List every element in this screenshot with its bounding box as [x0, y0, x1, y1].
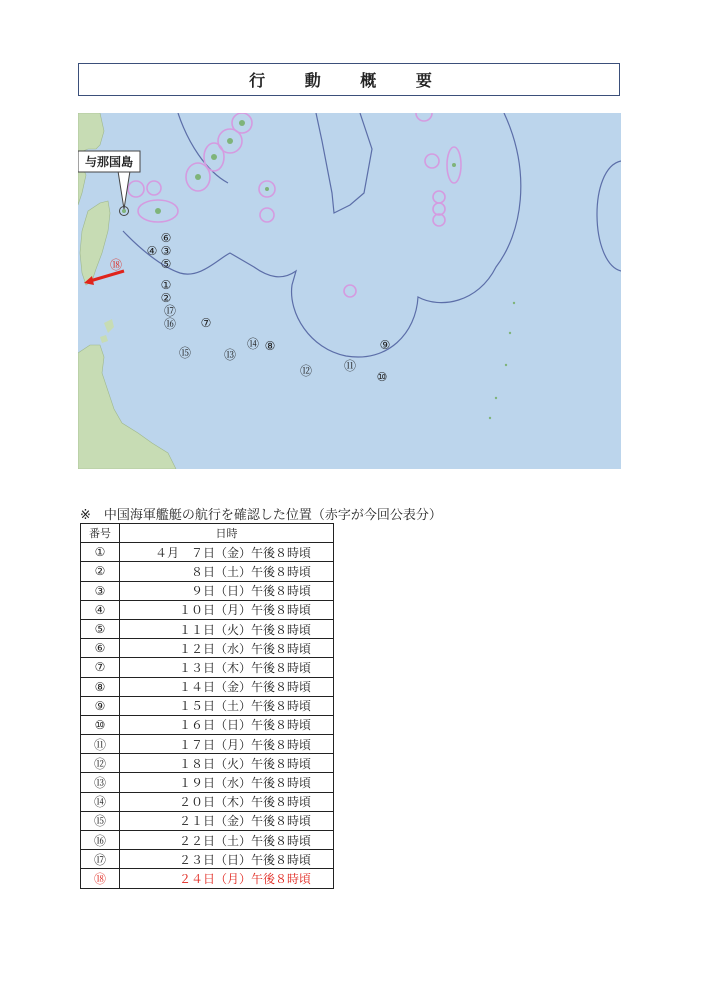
- row-datetime: ２０日（木）午後８時頃: [120, 792, 334, 811]
- row-number: ⑫: [81, 754, 120, 773]
- row-number: ⑤: [81, 619, 120, 638]
- row-datetime: １１日（火）午後８時頃: [120, 619, 334, 638]
- row-datetime: ２３日（日）午後８時頃: [120, 850, 334, 869]
- position-marker-2: ②: [160, 291, 172, 305]
- position-marker-15: ⑮: [178, 346, 192, 360]
- table-row: [81, 658, 334, 677]
- table-row: [81, 677, 334, 696]
- table-row-latest: [81, 869, 334, 888]
- row-number: ⑦: [81, 658, 120, 677]
- row-number: ①: [81, 543, 120, 562]
- header-datetime: 日時: [120, 524, 334, 543]
- activity-map: [78, 113, 621, 469]
- position-marker-7: ⑦: [200, 316, 212, 330]
- row-number: ③: [81, 581, 120, 600]
- position-marker-16: ⑯: [163, 317, 177, 331]
- row-datetime: ２２日（土）午後８時頃: [120, 831, 334, 850]
- row-number: ⑯: [81, 831, 120, 850]
- table-row: [81, 831, 334, 850]
- table-row: [81, 792, 334, 811]
- row-number: ②: [81, 562, 120, 581]
- row-number: ⑭: [81, 792, 120, 811]
- position-marker-13: ⑬: [223, 348, 237, 362]
- position-marker-4: ④: [146, 244, 158, 258]
- row-datetime: ２４日（月）午後８時頃: [120, 869, 334, 888]
- table-row: [81, 811, 334, 830]
- table-row: [81, 735, 334, 754]
- row-number: ⑰: [81, 850, 120, 869]
- island-label: 与那国島: [84, 155, 134, 169]
- position-marker-8: ⑧: [264, 339, 276, 353]
- table-row: [81, 581, 334, 600]
- table-row: [81, 562, 334, 581]
- table-row: [81, 773, 334, 792]
- row-datetime: １３日（木）午後８時頃: [120, 658, 334, 677]
- position-marker-11: ⑪: [343, 359, 357, 373]
- row-number: ④: [81, 600, 120, 619]
- position-marker-3: ③: [160, 244, 172, 258]
- row-datetime: １８日（火）午後８時頃: [120, 754, 334, 773]
- row-datetime: １５日（土）午後８時頃: [120, 696, 334, 715]
- position-marker-18: ⑱: [109, 258, 123, 272]
- row-datetime: １７日（月）午後８時頃: [120, 735, 334, 754]
- row-datetime: ４月 ７日（金）午後８時頃: [120, 543, 334, 562]
- row-datetime: ９日（日）午後８時頃: [120, 581, 334, 600]
- table-row: [81, 754, 334, 773]
- table-row: [81, 600, 334, 619]
- position-marker-17: ⑰: [163, 304, 177, 318]
- row-datetime: １６日（日）午後８時頃: [120, 715, 334, 734]
- schedule-table: [80, 523, 334, 889]
- position-marker-10: ⑩: [376, 370, 388, 384]
- table-header-row: [81, 524, 334, 543]
- row-number: ⑪: [81, 735, 120, 754]
- row-datetime: １２日（水）午後８時頃: [120, 639, 334, 658]
- position-marker-12: ⑫: [299, 364, 313, 378]
- row-datetime: １９日（水）午後８時頃: [120, 773, 334, 792]
- page-title: 行 動 概 要: [78, 63, 620, 96]
- table-row: [81, 696, 334, 715]
- position-marker-1: ①: [160, 278, 172, 292]
- row-datetime: ２１日（金）午後８時頃: [120, 811, 334, 830]
- position-marker-14: ⑭: [246, 337, 260, 351]
- row-datetime: １０日（月）午後８時頃: [120, 600, 334, 619]
- row-number: ⑮: [81, 811, 120, 830]
- map-canvas: [78, 113, 621, 469]
- row-number: ⑧: [81, 677, 120, 696]
- row-number: ⑨: [81, 696, 120, 715]
- sea: [78, 113, 621, 469]
- table-row: [81, 543, 334, 562]
- row-datetime: ８日（土）午後８時頃: [120, 562, 334, 581]
- row-number: ⑱: [81, 869, 120, 888]
- row-datetime: １４日（金）午後８時頃: [120, 677, 334, 696]
- map-caption: ※ 中国海軍艦艇の航行を確認した位置（赤字が今回公表分）: [80, 508, 442, 523]
- position-marker-9: ⑨: [379, 338, 391, 352]
- position-marker-5: ⑤: [160, 257, 172, 271]
- table-row: [81, 639, 334, 658]
- header-number: 番号: [81, 524, 120, 543]
- row-number: ⑥: [81, 639, 120, 658]
- position-marker-6: ⑥: [160, 231, 172, 245]
- table-row: [81, 715, 334, 734]
- row-number: ⑩: [81, 715, 120, 734]
- row-number: ⑬: [81, 773, 120, 792]
- table-row: [81, 850, 334, 869]
- table-row: [81, 619, 334, 638]
